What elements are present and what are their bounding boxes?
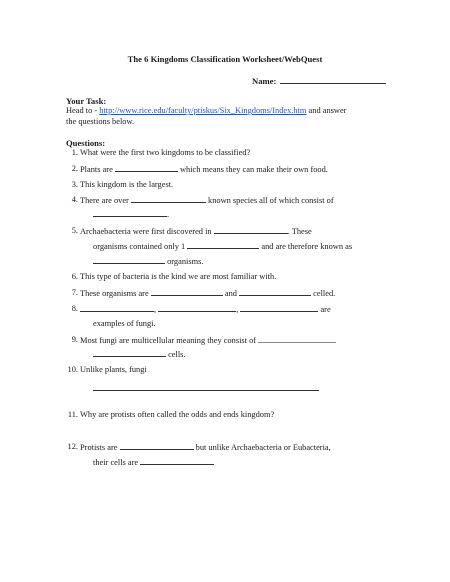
worksheet-title: The 6 Kingdoms Classification Worksheet/WebQuest	[127, 54, 323, 64]
answer-blank[interactable]	[80, 304, 154, 312]
task-instruction: Head to - http://www.rice.edu/faculty/ptiskus/Six_Kingdoms/Index.htm and answer	[66, 106, 347, 115]
question-11: 11. Why are protists often called the odds and ends kingdom?	[80, 410, 274, 419]
question-8-line2: examples of fungi.	[93, 319, 156, 328]
question-number: 10.	[67, 365, 78, 374]
question-9: 9. Most fungi are multicellular meaning they consist of	[80, 335, 336, 345]
question-12: 12. Protists are but unlike Archaebacteria or Eubacteria,	[80, 442, 331, 452]
question-5: 5. Archaebacteria were first discovered in . These	[80, 226, 312, 236]
question-10: 10. Unlike plants, fungi	[80, 365, 147, 374]
question-12-line2: their cells are	[93, 457, 214, 467]
task-instruction-line2: the questions below.	[66, 117, 135, 126]
answer-blank[interactable]	[239, 288, 311, 296]
question-5-line2: organisms contained only 1 and are therefore known as	[93, 242, 353, 251]
answer-blank[interactable]	[140, 457, 214, 465]
answer-blank[interactable]	[240, 304, 318, 312]
question-4-line2: .	[93, 209, 169, 219]
question-number: 3.	[71, 180, 78, 189]
question-10-answer-line[interactable]	[93, 378, 319, 396]
task-heading: Your Task:	[66, 96, 107, 106]
question-number: 4.	[71, 195, 78, 204]
question-6: 6. This type of bacteria is the kind we are most familiar with.	[80, 272, 276, 281]
question-number: 12.	[67, 442, 78, 451]
question-1: 1. What were the first two kingdoms to be classified?	[80, 148, 250, 157]
answer-blank[interactable]	[187, 241, 259, 249]
question-number: 11.	[67, 410, 78, 419]
question-2: 2. Plants are which means they can make their own food.	[80, 164, 328, 174]
answer-blank[interactable]	[93, 349, 166, 357]
answer-blank[interactable]	[158, 304, 236, 312]
question-number: 2.	[71, 164, 78, 173]
question-9-line2: cells.	[93, 349, 186, 359]
answer-blank[interactable]	[93, 383, 319, 391]
question-number: 9.	[71, 335, 78, 344]
answer-blank[interactable]	[214, 226, 288, 234]
name-blank[interactable]	[280, 75, 386, 84]
question-number: 1.	[71, 148, 78, 157]
name-label: Name:	[252, 76, 277, 86]
answer-blank[interactable]	[93, 256, 165, 264]
question-4: 4. There are over known species all of which consist of	[80, 195, 334, 205]
questions-heading: Questions:	[66, 138, 106, 148]
answer-blank[interactable]	[120, 442, 194, 450]
task-link[interactable]: http://www.rice.edu/faculty/ptiskus/Six_Kingdoms/Index.htm	[99, 106, 307, 115]
question-number: 5.	[71, 226, 78, 235]
question-number: 6.	[71, 272, 78, 281]
question-8: 8. , , are	[80, 304, 331, 314]
question-3: 3. This kingdom is the largest.	[80, 180, 173, 189]
answer-blank[interactable]	[258, 335, 336, 343]
answer-blank[interactable]	[115, 164, 178, 172]
question-number: 7.	[71, 288, 78, 297]
name-field[interactable]	[252, 75, 386, 86]
question-number: 8.	[71, 304, 78, 313]
answer-blank[interactable]	[151, 288, 223, 296]
answer-blank[interactable]	[93, 209, 167, 217]
answer-blank[interactable]	[131, 195, 206, 203]
question-5-line3: organisms.	[93, 256, 203, 266]
question-7: 7. These organisms are and celled.	[80, 288, 335, 298]
